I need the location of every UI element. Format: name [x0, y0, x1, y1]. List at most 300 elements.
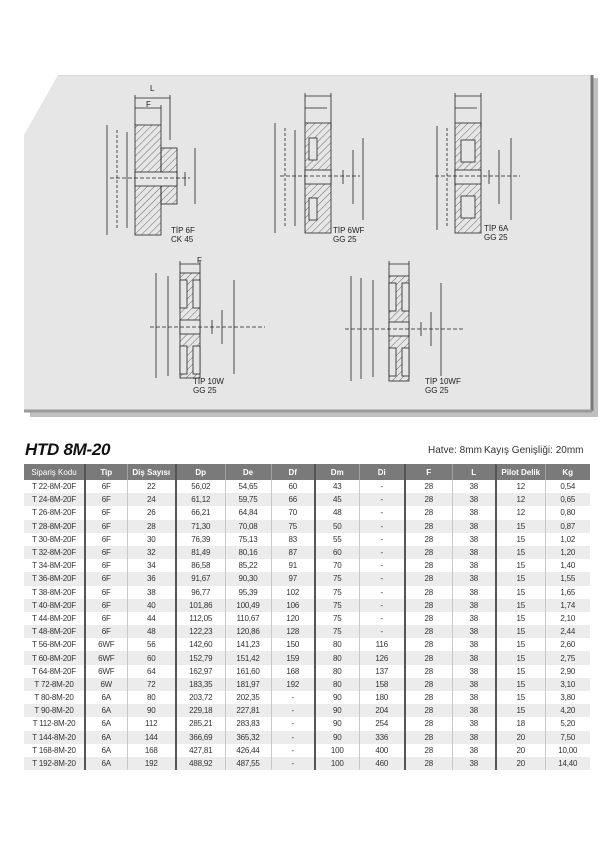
pulley-diagram-6a	[425, 88, 535, 248]
column-header: Diş Sayısı	[127, 464, 176, 480]
diagram-type-10w: TİP 10W	[193, 377, 224, 386]
table-cell: 28	[405, 744, 452, 757]
table-row	[24, 704, 590, 717]
table-cell: 6F	[85, 506, 127, 519]
table-cell: 28	[405, 572, 452, 585]
table-cell: 15	[496, 533, 545, 546]
table-cell: 38	[452, 651, 496, 664]
table-cell: 36	[127, 572, 176, 585]
table-row	[24, 651, 590, 664]
table-cell: 32	[127, 546, 176, 559]
table-cell: 80	[315, 665, 359, 678]
table-cell: 28	[405, 717, 452, 730]
column-header: Sipariş Kodu	[24, 464, 85, 480]
table-cell: 6A	[85, 757, 127, 770]
diagram-type-6a: TİP 6A	[484, 224, 509, 233]
table-cell: 22	[127, 480, 176, 493]
table-cell: T 90-8M-20	[24, 704, 85, 717]
table-cell: -	[359, 520, 405, 533]
table-cell: 75	[271, 520, 315, 533]
table-cell: 6WF	[85, 665, 127, 678]
table-cell: 38	[452, 559, 496, 572]
table-cell: -	[359, 572, 405, 585]
table-cell: 6A	[85, 704, 127, 717]
table-cell: 70	[315, 559, 359, 572]
table-cell: 6A	[85, 731, 127, 744]
dim-label-f: F	[146, 100, 151, 109]
table-cell: 151,42	[225, 651, 271, 664]
table-cell: 38	[127, 586, 176, 599]
table-cell: 24	[127, 493, 176, 506]
table-cell: 6F	[85, 572, 127, 585]
table-cell: 81,49	[176, 546, 225, 559]
table-cell: 38	[452, 520, 496, 533]
table-cell: 122,23	[176, 625, 225, 638]
column-header: Dp	[176, 464, 225, 480]
table-cell: 28	[405, 665, 452, 678]
table-cell: 4,20	[545, 704, 590, 717]
table-cell: 28	[405, 678, 452, 691]
table-cell: 488,92	[176, 757, 225, 770]
table-cell: 6W	[85, 678, 127, 691]
product-title: HTD 8M-20	[25, 440, 111, 459]
table-cell: 44	[127, 612, 176, 625]
table-cell: 6A	[85, 717, 127, 730]
table-cell: 158	[359, 678, 405, 691]
table-cell: 38	[452, 717, 496, 730]
table-cell: 75	[315, 612, 359, 625]
table-cell: -	[271, 757, 315, 770]
table-cell: 28	[405, 638, 452, 651]
table-cell: 0,87	[545, 520, 590, 533]
table-cell: 28	[405, 586, 452, 599]
table-row	[24, 493, 590, 506]
table-cell: T 72-8M-20	[24, 678, 85, 691]
table-cell: 15	[496, 572, 545, 585]
table-cell: 15	[496, 651, 545, 664]
table-cell: 2,75	[545, 651, 590, 664]
column-header: Tip	[85, 464, 127, 480]
pulley-diagram-10wf	[345, 258, 465, 388]
column-header: L	[452, 464, 496, 480]
table-header-row	[24, 464, 590, 480]
table-cell: 38	[452, 757, 496, 770]
table-cell: 30	[127, 533, 176, 546]
table-cell: 50	[315, 520, 359, 533]
table-row	[24, 665, 590, 678]
table-cell: 6F	[85, 493, 127, 506]
table-cell: 38	[452, 599, 496, 612]
table-cell: -	[359, 506, 405, 519]
table-cell: T 26-8M-20F	[24, 506, 85, 519]
table-cell: 365,32	[225, 731, 271, 744]
table-row	[24, 691, 590, 704]
table-row	[24, 638, 590, 651]
table-cell: -	[359, 625, 405, 638]
table-cell: 106	[271, 599, 315, 612]
pulley-diagram-6f	[95, 90, 215, 250]
table-cell: 227,81	[225, 704, 271, 717]
table-cell: 2,90	[545, 665, 590, 678]
table-cell: 38	[452, 586, 496, 599]
pulley-diagram-10w	[150, 258, 270, 388]
table-cell: T 28-8M-20F	[24, 520, 85, 533]
table-cell: 15	[496, 678, 545, 691]
table-cell: 28	[405, 546, 452, 559]
table-cell: 90	[127, 704, 176, 717]
table-cell: 202,35	[225, 691, 271, 704]
table-cell: 6WF	[85, 638, 127, 651]
table-cell: 100,49	[225, 599, 271, 612]
table-cell: 75,13	[225, 533, 271, 546]
table-cell: -	[359, 480, 405, 493]
table-cell: 168	[271, 665, 315, 678]
table-cell: 85,22	[225, 559, 271, 572]
pulley-diagram-6wf	[265, 88, 385, 248]
table-cell: 400	[359, 744, 405, 757]
table-cell: 75	[315, 625, 359, 638]
table-cell: 159	[271, 651, 315, 664]
table-cell: 126	[359, 651, 405, 664]
table-cell: 6F	[85, 586, 127, 599]
table-cell: 0,80	[545, 506, 590, 519]
table-cell: 34	[127, 559, 176, 572]
table-cell: 116	[359, 638, 405, 651]
table-cell: 180	[359, 691, 405, 704]
table-cell: 12	[496, 506, 545, 519]
table-cell: 6A	[85, 691, 127, 704]
table-cell: 28	[405, 625, 452, 638]
table-cell: -	[359, 612, 405, 625]
table-cell: 91,67	[176, 572, 225, 585]
table-cell: 38	[452, 480, 496, 493]
table-cell: -	[271, 704, 315, 717]
table-cell: 1,40	[545, 559, 590, 572]
table-cell: 1,74	[545, 599, 590, 612]
table-cell: 28	[405, 559, 452, 572]
table-cell: 61,12	[176, 493, 225, 506]
table-cell: 20	[496, 744, 545, 757]
dim-label-l: L	[150, 84, 155, 93]
table-cell: -	[359, 599, 405, 612]
table-cell: 54,65	[225, 480, 271, 493]
table-cell: 427,81	[176, 744, 225, 757]
table-row	[24, 586, 590, 599]
table-cell: 120	[271, 612, 315, 625]
table-cell: 28	[405, 757, 452, 770]
table-cell: 15	[496, 665, 545, 678]
table-cell: 14,40	[545, 757, 590, 770]
table-cell: 38	[452, 678, 496, 691]
diagram-type-6wf: TİP 6WF	[333, 226, 365, 235]
table-row	[24, 757, 590, 770]
table-cell: 100	[315, 757, 359, 770]
table-cell: 162,97	[176, 665, 225, 678]
table-cell: -	[271, 691, 315, 704]
belt-width-text: Kayış Genişliği: 20mm	[484, 445, 584, 456]
table-row	[24, 612, 590, 625]
table-cell: 90	[315, 691, 359, 704]
table-cell: 66	[271, 493, 315, 506]
table-cell: 137	[359, 665, 405, 678]
table-cell: 144	[127, 731, 176, 744]
table-cell: 426,44	[225, 744, 271, 757]
table-cell: T 64-8M-20F	[24, 665, 85, 678]
table-row	[24, 744, 590, 757]
table-row	[24, 678, 590, 691]
table-cell: 6F	[85, 546, 127, 559]
table-cell: 110,67	[225, 612, 271, 625]
diagram-material-10w: GG 25	[193, 386, 217, 395]
table-cell: 20	[496, 731, 545, 744]
dim-label-f-10w: F	[197, 256, 202, 265]
table-cell: 45	[315, 493, 359, 506]
table-cell: 90	[315, 704, 359, 717]
table-cell: T 168-8M-20	[24, 744, 85, 757]
table-row	[24, 506, 590, 519]
table-cell: 10,00	[545, 744, 590, 757]
table-cell: 6A	[85, 744, 127, 757]
table-cell: 3,80	[545, 691, 590, 704]
table-cell: 18	[496, 717, 545, 730]
table-cell: 101,86	[176, 599, 225, 612]
table-cell: 168	[127, 744, 176, 757]
table-cell: T 36-8M-20F	[24, 572, 85, 585]
table-cell: 28	[127, 520, 176, 533]
table-cell: 83	[271, 533, 315, 546]
table-cell: -	[359, 493, 405, 506]
table-row	[24, 599, 590, 612]
table-cell: 15	[496, 612, 545, 625]
table-cell: 38	[452, 546, 496, 559]
table-cell: 70,08	[225, 520, 271, 533]
table-cell: 3,10	[545, 678, 590, 691]
diagram-material-6a: GG 25	[484, 233, 508, 242]
table-cell: T 30-8M-20F	[24, 533, 85, 546]
table-cell: 0,54	[545, 480, 590, 493]
table-row	[24, 559, 590, 572]
table-cell: T 80-8M-20	[24, 691, 85, 704]
table-cell: 28	[405, 704, 452, 717]
table-cell: T 22-8M-20F	[24, 480, 85, 493]
table-cell: 28	[405, 691, 452, 704]
table-cell: 80	[315, 651, 359, 664]
table-cell: 38	[452, 704, 496, 717]
table-cell: 28	[405, 533, 452, 546]
table-cell: 229,18	[176, 704, 225, 717]
table-cell: 66,21	[176, 506, 225, 519]
diagram-material-10wf: GG 25	[425, 386, 449, 395]
table-cell: 1,55	[545, 572, 590, 585]
table-cell: 60	[315, 546, 359, 559]
table-cell: 76,39	[176, 533, 225, 546]
table-cell: 90,30	[225, 572, 271, 585]
column-header: Pilot Delik	[496, 464, 545, 480]
table-cell: 80,16	[225, 546, 271, 559]
table-cell: 28	[405, 651, 452, 664]
table-cell: 6F	[85, 625, 127, 638]
table-row	[24, 520, 590, 533]
table-cell: 96,77	[176, 586, 225, 599]
table-cell: 161,60	[225, 665, 271, 678]
table-cell: 204	[359, 704, 405, 717]
table-cell: 60	[271, 480, 315, 493]
table-cell: T 24-8M-20F	[24, 493, 85, 506]
table-cell: 70	[271, 506, 315, 519]
table-cell: 55	[315, 533, 359, 546]
table-cell: 112,05	[176, 612, 225, 625]
table-cell: 2,60	[545, 638, 590, 651]
table-cell: 150	[271, 638, 315, 651]
table-cell: 59,75	[225, 493, 271, 506]
table-cell: 28	[405, 599, 452, 612]
table-cell: 26	[127, 506, 176, 519]
table-cell: T 60-8M-20F	[24, 651, 85, 664]
table-cell: 112	[127, 717, 176, 730]
table-cell: 48	[127, 625, 176, 638]
table-cell: 91	[271, 559, 315, 572]
table-cell: T 34-8M-20F	[24, 559, 85, 572]
table-cell: 0,65	[545, 493, 590, 506]
table-cell: 142,60	[176, 638, 225, 651]
table-row	[24, 717, 590, 730]
table-cell: 203,72	[176, 691, 225, 704]
table-cell: 64	[127, 665, 176, 678]
table-cell: 38	[452, 533, 496, 546]
table-cell: T 48-8M-20F	[24, 625, 85, 638]
table-cell: 15	[496, 625, 545, 638]
table-cell: 15	[496, 638, 545, 651]
table-cell: 15	[496, 704, 545, 717]
table-cell: 38	[452, 506, 496, 519]
table-row	[24, 546, 590, 559]
table-cell: 192	[127, 757, 176, 770]
table-cell: 1,20	[545, 546, 590, 559]
table-row	[24, 533, 590, 546]
table-cell: 102	[271, 586, 315, 599]
diagram-type-10wf: TİP 10WF	[425, 377, 461, 386]
diagram-type-6f: TİP 6F	[171, 226, 195, 235]
table-cell: 15	[496, 599, 545, 612]
table-cell: -	[271, 744, 315, 757]
table-cell: T 144-8M-20	[24, 731, 85, 744]
table-cell: -	[359, 546, 405, 559]
column-header: Df	[271, 464, 315, 480]
table-cell: -	[271, 717, 315, 730]
table-row	[24, 625, 590, 638]
table-cell: 15	[496, 520, 545, 533]
table-cell: 75	[315, 599, 359, 612]
table-cell: 86,58	[176, 559, 225, 572]
table-cell: 28	[405, 506, 452, 519]
table-cell: 28	[405, 520, 452, 533]
table-cell: 6F	[85, 533, 127, 546]
table-cell: T 112-8M-20	[24, 717, 85, 730]
table-cell: 38	[452, 625, 496, 638]
table-cell: 6F	[85, 612, 127, 625]
table-cell: 254	[359, 717, 405, 730]
table-cell: 71,30	[176, 520, 225, 533]
table-cell: 181,97	[225, 678, 271, 691]
table-cell: -	[271, 731, 315, 744]
spec-table	[24, 464, 590, 770]
table-cell: 56	[127, 638, 176, 651]
table-cell: 285,21	[176, 717, 225, 730]
table-cell: 56,02	[176, 480, 225, 493]
table-cell: 38	[452, 493, 496, 506]
table-cell: 6F	[85, 520, 127, 533]
table-cell: 283,83	[225, 717, 271, 730]
table-cell: 12	[496, 480, 545, 493]
table-cell: 128	[271, 625, 315, 638]
table-cell: 75	[315, 586, 359, 599]
table-cell: 120,86	[225, 625, 271, 638]
column-header: F	[405, 464, 452, 480]
table-cell: 28	[405, 480, 452, 493]
table-body	[24, 480, 590, 770]
table-cell: 152,79	[176, 651, 225, 664]
table-cell: 15	[496, 586, 545, 599]
table-cell: T 38-8M-20F	[24, 586, 85, 599]
table-cell: 2,44	[545, 625, 590, 638]
table-row	[24, 572, 590, 585]
table-cell: 48	[315, 506, 359, 519]
table-cell: T 192-8M-20	[24, 757, 85, 770]
diagram-material-6f: CK 45	[171, 235, 194, 244]
table-cell: 90	[315, 717, 359, 730]
table-cell: -	[359, 533, 405, 546]
table-cell: 80	[127, 691, 176, 704]
diagram-material-6wf: GG 25	[333, 235, 357, 244]
table-cell: 87	[271, 546, 315, 559]
table-cell: 6F	[85, 480, 127, 493]
table-cell: 72	[127, 678, 176, 691]
table-cell: 6WF	[85, 651, 127, 664]
table-cell: 28	[405, 612, 452, 625]
table-cell: 38	[452, 612, 496, 625]
table-cell: 97	[271, 572, 315, 585]
table-cell: 38	[452, 731, 496, 744]
table-cell: T 56-8M-20F	[24, 638, 85, 651]
table-cell: 460	[359, 757, 405, 770]
table-cell: 38	[452, 572, 496, 585]
table-cell: 7,50	[545, 731, 590, 744]
table-cell: 95,39	[225, 586, 271, 599]
table-cell: 15	[496, 559, 545, 572]
table-cell: 38	[452, 638, 496, 651]
table-cell: T 40-8M-20F	[24, 599, 85, 612]
table-cell: 20	[496, 757, 545, 770]
column-header: De	[225, 464, 271, 480]
table-cell: T 32-8M-20F	[24, 546, 85, 559]
table-cell: 75	[315, 572, 359, 585]
table-cell: 40	[127, 599, 176, 612]
table-cell: 366,69	[176, 731, 225, 744]
table-cell: 141,23	[225, 638, 271, 651]
table-row	[24, 731, 590, 744]
table-cell: 6F	[85, 599, 127, 612]
table-cell: 6F	[85, 559, 127, 572]
table-cell: 487,55	[225, 757, 271, 770]
table-cell: 90	[315, 731, 359, 744]
table-cell: 28	[405, 731, 452, 744]
table-row	[24, 480, 590, 493]
table-cell: 336	[359, 731, 405, 744]
table-cell: 38	[452, 744, 496, 757]
table-cell: 12	[496, 493, 545, 506]
table-cell: T 44-8M-20F	[24, 612, 85, 625]
table-cell: 183,35	[176, 678, 225, 691]
